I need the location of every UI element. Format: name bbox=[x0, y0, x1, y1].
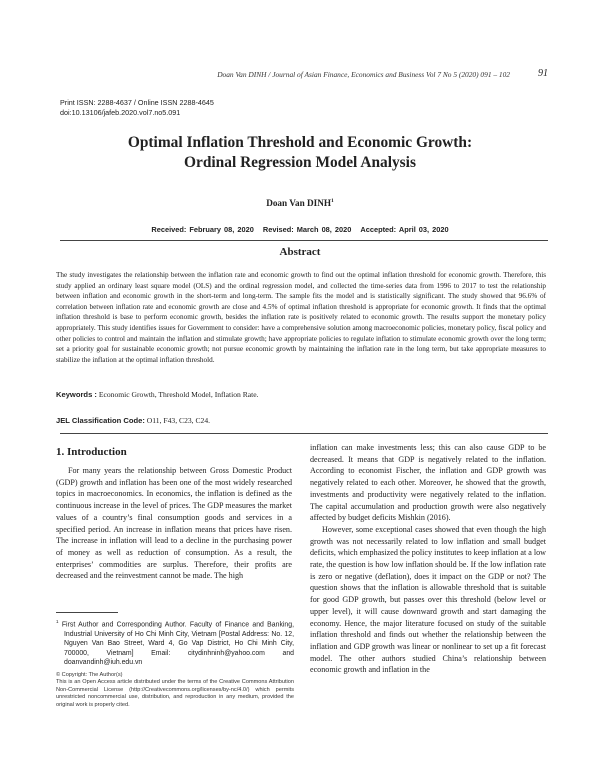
jel-value: O11, F43, C23, C24. bbox=[144, 416, 211, 425]
issn-block bbox=[60, 98, 214, 118]
abstract-body: The study investigates the relationship between the inflation rate and economic growth to find out the optimal inflation threshold for economic growth. Therefore, this study applied an ordinary least square model (OLS) and the ordinal regression model, and collected the time-series data from 1996 to 2017 to test the relationship between inflation and economic growth in the short-term and long-term. The sample fits the model and is statistically significant. The study showed that 96.6% of correlation between inflation rate and economic growth are close and 4.5% of optimal inflation threshold is appropriate for economic growth. It finds that the optimal inflation threshold is base to perform economic growth, besides the inflation rate is positively related to economic growth. The results support the monetary policy appropriately. This study identifies issues for Government to consider: have a comprehensive solution among macroeconomic policies, monetary policy, fiscal policy and other policies to control and maintain the inflation and stimulate growth; have appropriate policies to regulate inflation to stimulate economic growth over the long term; set a priority goal for sustainable economic growth; not pursue economic growth by maintaining the inflation rate in the long term, but take appropriate measures to stabilize the inflation at the optimal inflation threshold. bbox=[56, 271, 546, 364]
intro-paragraph-1: For many years the relationship between Gross Domestic Product (GDP) growth and inflation has been one of the most widely researched topics in macroeconomics. In economics, the inflation is defined as the continuous increase in the level of prices. The GDP measures the market values of a country’s final consumption goods and services in a specified period. An increase in inflation means that prices have risen. The increase in inflation will lead to a decline in the purchasing power of money as well as reduction of consumption. As a result, the enterprises’ commodities are surplus. Therefore, their profits are decreased and the reinvestment cannot be made. The high bbox=[56, 466, 292, 581]
jel-label: JEL Classification Code: bbox=[56, 416, 145, 425]
author bbox=[60, 198, 540, 208]
section-title-introduction: 1. Introduction bbox=[56, 446, 127, 458]
top-divider bbox=[60, 240, 548, 241]
keywords-label: Keywords : bbox=[56, 390, 97, 399]
title-line-2: Ordinal Regression Model Analysis bbox=[184, 154, 416, 171]
accepted-date: Accepted: April 03, 2020 bbox=[360, 225, 449, 234]
footnote bbox=[56, 617, 294, 668]
received-date: Received: February 08, 2020 bbox=[151, 225, 254, 234]
bottom-divider bbox=[60, 433, 548, 434]
right-column bbox=[310, 442, 546, 676]
keywords-value: Economic Growth, Threshold Model, Inflation Rate. bbox=[96, 390, 259, 399]
title-line-1: Optimal Inflation Threshold and Economic Growth: bbox=[127, 134, 473, 151]
copyright-line: © Copyright: The Author(s) bbox=[56, 672, 123, 678]
left-column bbox=[56, 465, 292, 582]
running-head-text: Doan Van DINH / Journal of Asian Finance, Economics and Business Vol 7 No 5 (2020) 091 – 102 bbox=[217, 70, 510, 79]
copyright-notice bbox=[56, 672, 294, 709]
running-head bbox=[60, 70, 548, 84]
page-number: 91 bbox=[538, 68, 548, 79]
paper-title bbox=[60, 133, 540, 173]
author-name: Doan Van DINH bbox=[266, 198, 332, 209]
submission-dates bbox=[60, 225, 540, 234]
intro-paragraph-2: inflation can make investments less; this can also cause GDP to be decreased. It means that GDP is negatively related to the inflation. According to economist Fischer, the inflation and GDP growth was negatively related to each other. Moreover, he showed that the growth, investments and productivity were negatively related to the inflation. The capital accumulation and production growth were also negatively affected by budget deficits Mishkin (2016). bbox=[310, 443, 546, 523]
author-footnote-mark: 1 bbox=[331, 198, 334, 204]
revised-date: Revised: March 08, 2020 bbox=[262, 225, 352, 234]
footnote-divider bbox=[56, 612, 118, 613]
issn-line: Print ISSN: 2288-4637 / Online ISSN 2288-4645 bbox=[60, 98, 214, 107]
abstract-heading: Abstract bbox=[279, 246, 321, 258]
intro-paragraph-3: However, some exceptional cases showed that even though the high growth was not necessarily related to low inflation and small budget deficits, which emphasized the policy institutes to keep inflation at a low rate, the question is how low inflation should be. If the low inflation rate is zero or negative (deflation), does it impact on the GDP or not? The question shows that the inflation is allowable threshold that is suitable for good GDP growth, but passes over this threshold (below level or upper level), it will cause downward growth and start damaging the economy. Hence, the major literature focused on study of the suitable inflation threshold and finds out whether the relationship between the inflation and GDP growth was linear or nonlinear to set up a fit forecast model. The other authors studied China’s relationship between economic growth and inflation in the bbox=[310, 524, 547, 675]
doi-line: doi:10.13106/jafeb.2020.vol7.no5.091 bbox=[60, 108, 181, 117]
license-text: This is an Open Access article distributed under the terms of the Creative Commons Attribution Non-Commercial License (http://Creativecommons.org/licenses/by-nc/4.0/) which permits unrestricted noncommercial use, distribution, and reproduction in any medium, provided the original work is properly cited. bbox=[56, 679, 294, 708]
jel-classification bbox=[56, 416, 546, 425]
footnote-text: First Author and Corresponding Author. Faculty of Finance and Banking, Industrial University of Ho Chi Minh City, Vietnam [Postal Address: No. 12, Nguyen Van Bao Street, Ward 4, Go Vap District, Ho Chi Minh City, 700000, Vietnam] Email: citydinhninh@yahoo.com and doanvandinh@iuh.edu.vn bbox=[61, 621, 294, 667]
keywords bbox=[56, 390, 546, 399]
footnote-mark: 1 bbox=[56, 619, 59, 624]
